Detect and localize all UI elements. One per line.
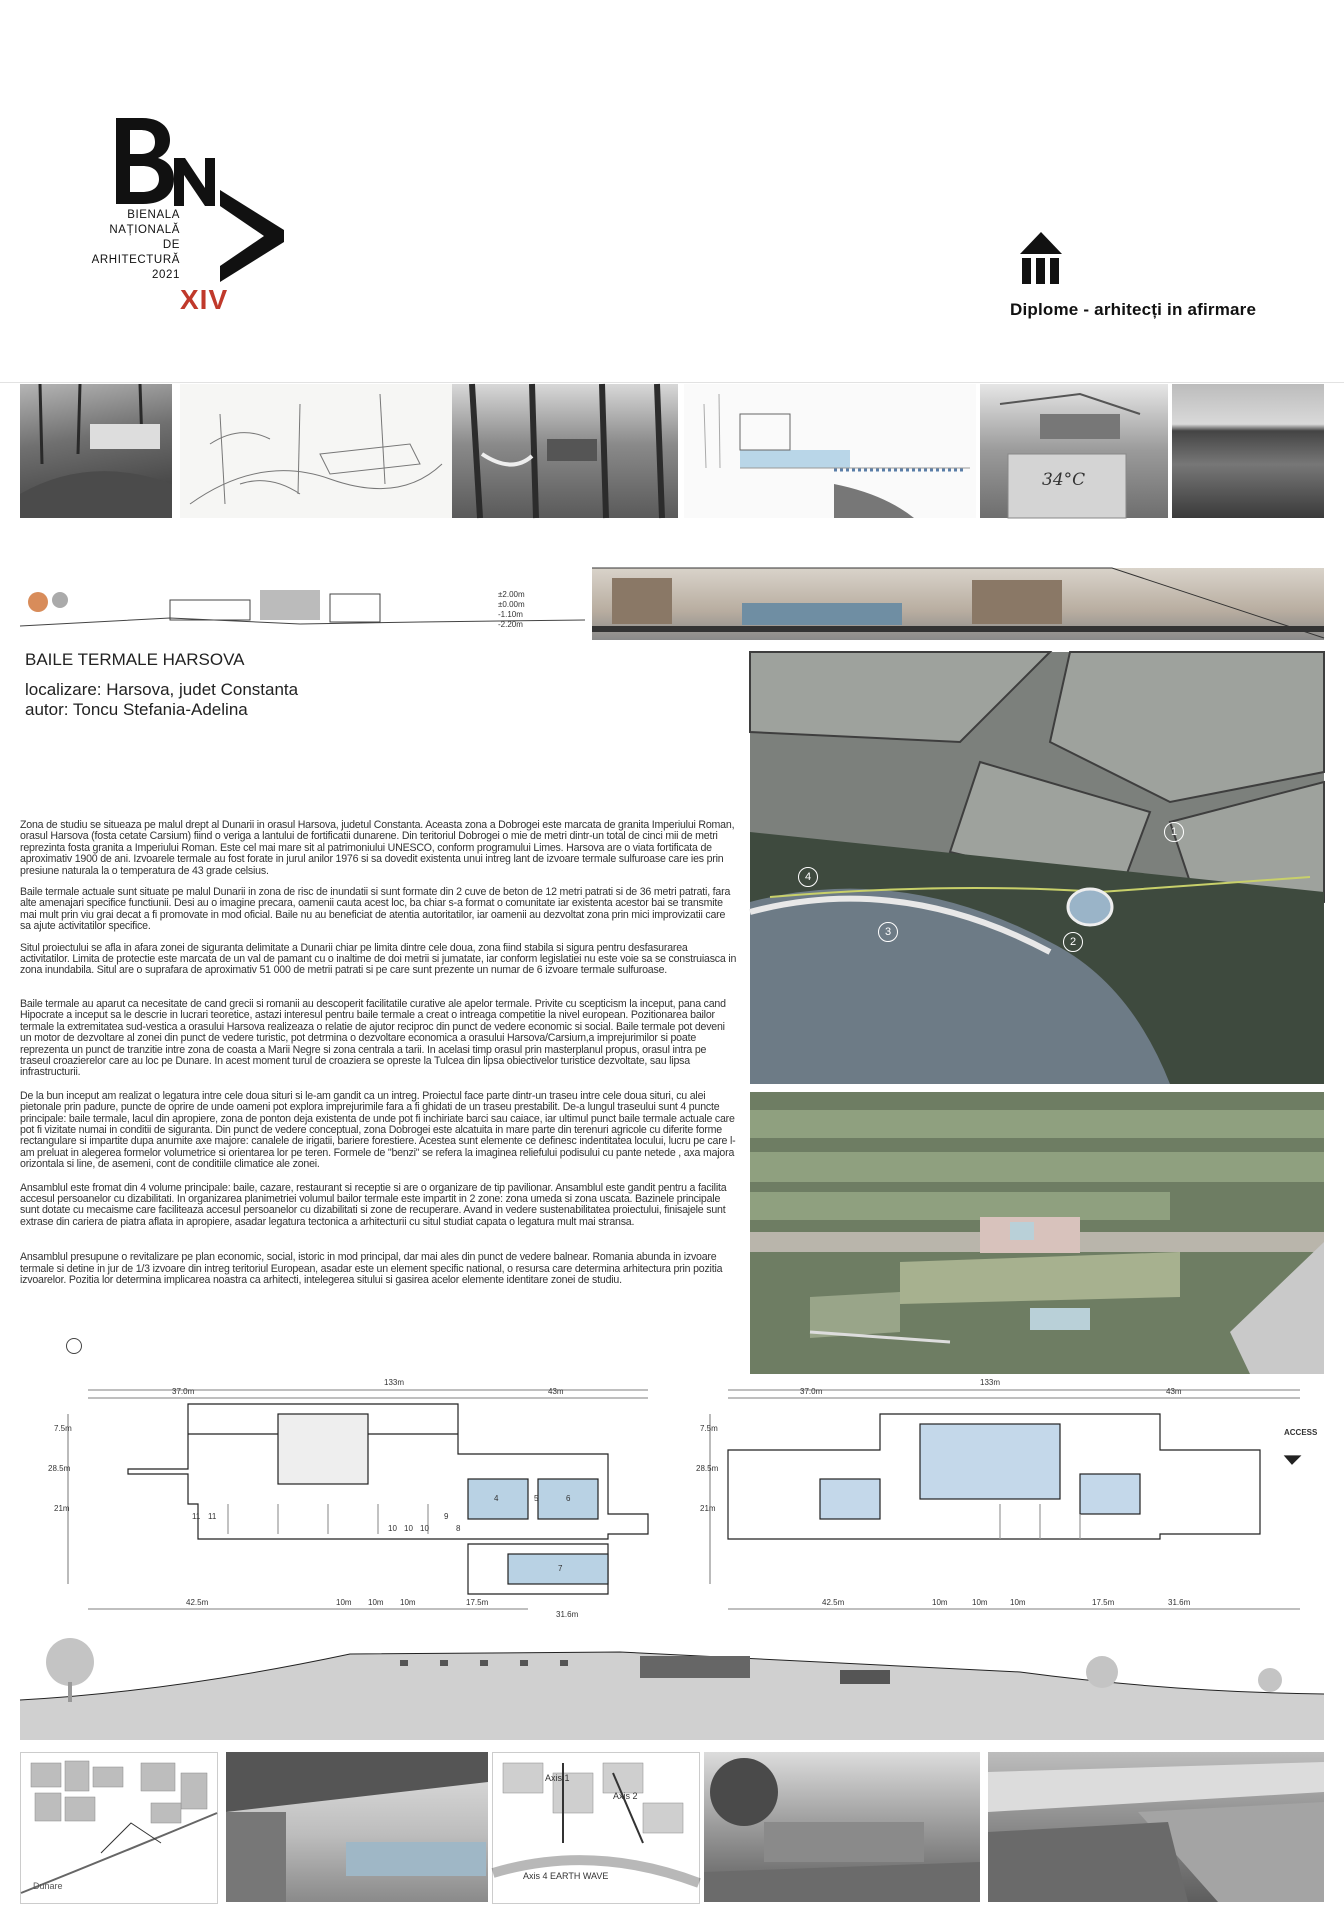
axis-label: Axis 2 [613, 1791, 638, 1801]
section-label: Diplome - arhitecți in afirmare [1010, 300, 1257, 319]
axis-label: Axis 4 EARTH WAVE [523, 1871, 609, 1881]
dimension-label: 31.6m [1168, 1598, 1191, 1607]
project-title: BAILE TERMALE HARSOVA [25, 650, 245, 669]
pencil-icon [1018, 230, 1064, 286]
room-number: 9 [444, 1512, 449, 1521]
room-number: 5 [534, 1494, 539, 1503]
site-plan-render [750, 1092, 1324, 1374]
logo-line: NAȚIONALĂ [109, 224, 180, 236]
dimension-label: 43m [1166, 1387, 1182, 1396]
edition-number: XIV [180, 284, 229, 315]
site-photo-lake [1172, 384, 1324, 518]
access-label: ACCESS [1284, 1428, 1318, 1437]
map-marker-3: 3 [878, 922, 898, 942]
longitudinal-section-site [20, 570, 585, 640]
dimension-label: 7.5m [700, 1424, 718, 1433]
dimension-label: 43m [548, 1387, 564, 1396]
dimension-label: 10m [336, 1598, 352, 1607]
dimension-label: 133m [980, 1378, 1001, 1387]
axis-label: Axis 1 [545, 1773, 570, 1783]
dimension-label: 42.5m [186, 1598, 209, 1607]
header-divider [0, 382, 1344, 383]
dimension-label: 133m [384, 1378, 405, 1387]
project-location: localizare: Harsova, judet Constanta [25, 680, 299, 699]
body-paragraph: Ansamblul este fromat din 4 volume principale: baile, cazare, restaurant si receptie si are o organizare de tip pavilionar. Ansamblul este gandit pentru a facilita accesul persoanelor cu dizabilitati. In organizarea planimetriei volumul bailor termale este impartit in 2 zone: zona umeda si zona uscata. Bazinele principale sunt dotate cu mecaisme care faciliteaza accesul persoanelor cu dizabilitati si zone de recuperare. Avand in vedere sustenabilitatea proiectului, finisajele sunt extrase din cariera de piatra aflata in apropiere, asadar legatura tectonica a arhitecturii cu situl studiat capata o legatura mult mai stransa. [20, 1181, 727, 1228]
site-photo-concrete-pool [20, 384, 172, 518]
map-marker-4: 4 [798, 867, 818, 887]
room-number: 11 [192, 1512, 201, 1521]
room-number: 6 [566, 1494, 571, 1503]
dimension-label: 10m [932, 1598, 948, 1607]
render-pool-exterior [226, 1752, 488, 1902]
dimension-label: 10m [1010, 1598, 1026, 1607]
river-label: Dunare [33, 1881, 63, 1891]
axis-diagram-site [20, 1752, 218, 1904]
room-number: 10 [420, 1524, 429, 1533]
render-garden [704, 1752, 980, 1902]
room-number: 10 [388, 1524, 397, 1533]
logo-line: 2021 [152, 269, 180, 281]
room-number: 11 [208, 1512, 217, 1521]
room-number: 7 [558, 1564, 563, 1573]
body-paragraph: Zona de studiu se situeaza pe malul drept al Dunarii in orasul Harsova, judetul Constanta. Aceasta zona a Dobrogei este marcata de granita Imperiului Roman, orasul Harsova (fosta cetate Carsium) fiind o veriga a lantului de fortificatii dunarene. Din teritoriul Dobrogei o mie de metri dintr-un total de cinci mii de metri reprezinta fosta granita a Imperiului Roman. Este cel mai mare sit al patrimoniului UNESCO, conform programului Limes. Harsova are o viata fortificata de aproximativ 1900 de ani. Izvoarele termale au fost forate in jurul anilor 1976 si sa dovedit existenta unui intreg lant de izvoare termale sulfuroase care ies prin presiune naturala la o temperatura de 43 grade celsius. [20, 819, 735, 877]
map-marker-2: 2 [1063, 932, 1083, 952]
site-photo-thermal-tank [980, 384, 1168, 518]
dimension-label: 42.5m [822, 1598, 845, 1607]
section-sketch-pool [684, 384, 976, 518]
site-sketch [180, 384, 452, 518]
level-label: ±0.00m [498, 600, 525, 609]
logo-text-block [80, 208, 180, 283]
body-paragraph: Ansamblul presupune o revitalizare pe plan economic, social, istoric in mod principal, dar mai ales din punct de vedere balnear. Romania abunda in izvoare termale si detine in jur de 1/3 izvoare din intreg teritoriul European, asadar este un element specific national, o resursa care determina arhitectura prin pozitia izvoarelor. Pozitia lor determina implicarea noastra ca arhitecti, intelegerea sitului si gasirea acelor elemente identitare zonei de studiu. [20, 1251, 723, 1286]
dimension-label: 31.6m [556, 1610, 579, 1619]
project-author: autor: Toncu Stefania-Adelina [25, 700, 248, 719]
body-paragraph: De la bun inceput am realizat o legatura intre cele doua situri si le-am gandit ca un intreg. Proiectul face parte dintr-un traseu intre cele doua situri, cu alei pietonale prin padure, puncte de oprire de unde oameni pot explora imprejurimile fara a fi ghidati de un traseu prestabilit. De-a lungul traseului sunt 4 puncte principale: baile termale, lacul din apropiere, zona de ponton deja existenta de unde pot fi inchiriate barci sau caiace, iar ultimul punct baile termale actuale care pot fi vizitate numai in conditii de siguranta. Din punct de vedere conceptual, zona Dobrogei este alcatuita in mare parte din terenuri agricole cu diferite forme rectangulare si impartite dupa anumite axe majore: canalele de irigatii, bariere forestiere. Acestea sunt elemente ce definesc indentitatea locului, lucru pe care l-am preluat in alegerea formelor volumetrice si orientarea lor pe teren. Formele de "benzi" se refera la imaginea reliefului podisului cu pante netede , axa majora orizontala si line, de asemeni, cont de conditiile climatice ale zonei. [20, 1089, 736, 1171]
render-aerial-courtyard [988, 1752, 1324, 1902]
dimension-label: 21m [54, 1504, 70, 1513]
temperature-label: 34°C [1042, 470, 1086, 490]
site-photo-camping [452, 384, 678, 518]
map-marker-1: 1 [1164, 822, 1184, 842]
logo-line: BIENALA [127, 209, 180, 221]
ground-floor-plan-left [48, 1378, 676, 1620]
body-text-column [20, 820, 738, 1286]
room-number: 4 [494, 1494, 499, 1503]
ground-floor-plan-right [696, 1378, 1324, 1620]
north-arrow-icon [66, 1338, 82, 1354]
dimension-label: 37.0m [800, 1387, 823, 1396]
logo-line: DE [162, 239, 180, 251]
level-label: -2.20m [498, 620, 523, 629]
dimension-label: 17.5m [466, 1598, 489, 1607]
dimension-label: 28.5m [696, 1464, 719, 1473]
room-number: 8 [456, 1524, 461, 1533]
logo-line: ARHITECTURĂ [91, 254, 180, 266]
body-paragraph: Baile termale au aparut ca necesitate de cand grecii si romanii au descoperit facilitatile curative ale apelor termale. Privite cu scepticism la inceput, pana cand Hipocrate a inceput sa le descrie in lucrari teoretice, astazi interesul pentru baile termale a creat o intreaga competitie la nivel european. Pozitionarea bailor termale la extremitatea sud-vestica a orasului Harsova realizeaza o relatie de ajutor reciproc din punct de vedere economic si social. Baile termale pot deveni un motor de dezvoltare al zonei din punct de vedere turistic, pot detrmina o dezvoltare economica a orasului Harsova/Carsium,a imprejurimilor si poate reprezenta un punct de tranzitie intre zona de coasta a Marii Negre si zona centrala a tarii. In acelasi timp orasul prin masterplanul propus, orasul intra pe traseul croazierelor care au loc pe Dunare. In acest moment turul de croaziera se opreste la Tulcea din lipsa obiectivelor turistice dezvoltate, sau lipsa infrastructurii. [20, 997, 726, 1079]
body-paragraph: Situl proiectului se afla in afara zonei de siguranta delimitate a Dunarii chiar pe limita dintre cele doua, zona fiind stabila si sigura pentru desfasurarea activitatilor. Limita de protectie este marcata de un val de pamant cu o inaltime de doi metrii si jumatate, iar conform legislatiei nu este voie sa se construiasca in zona inundabila. Situl are o suprafara de aproximativ 51 000 de metrii patrati si pe care sunt prezente un numar de 6 izvoare termale sulfuroase. [20, 941, 737, 977]
room-number: 10 [404, 1524, 413, 1533]
dimension-label: 10m [400, 1598, 416, 1607]
aerial-site-map [750, 652, 1324, 1084]
dimension-label: 37.0m [172, 1387, 195, 1396]
level-label: ±2.00m [498, 590, 525, 599]
dimension-label: 10m [972, 1598, 988, 1607]
site-elevation [20, 1632, 1324, 1740]
interior-section-render [592, 568, 1324, 640]
dimension-label: 7.5m [54, 1424, 72, 1433]
level-label: -1.10m [498, 610, 523, 619]
axis-diagram-masterplan [492, 1752, 700, 1904]
dimension-label: 21m [700, 1504, 716, 1513]
dimension-label: 10m [368, 1598, 384, 1607]
body-paragraph: Baile termale actuale sunt situate pe malul Dunarii in zona de risc de inundatii si sunt formate din 2 cuve de beton de 12 metri patrati si de 36 metri patrati, fara alte amenajari specifice functiunii. Desi au o imagine precara, oamenii cauta acest loc, ba chiar s-a format o comunitate iar existenta acestor bai se transmite mai mult prin viu grai decat a fi promovate in mod oficial. Baile nu au beneficiat de atentia autoritatilor, iar oamenii au dezvoltat zona prin mici improvizatii care sa ajute activitatilor specifice. [20, 886, 731, 933]
dimension-label: 17.5m [1092, 1598, 1115, 1607]
dimension-label: 28.5m [48, 1464, 71, 1473]
